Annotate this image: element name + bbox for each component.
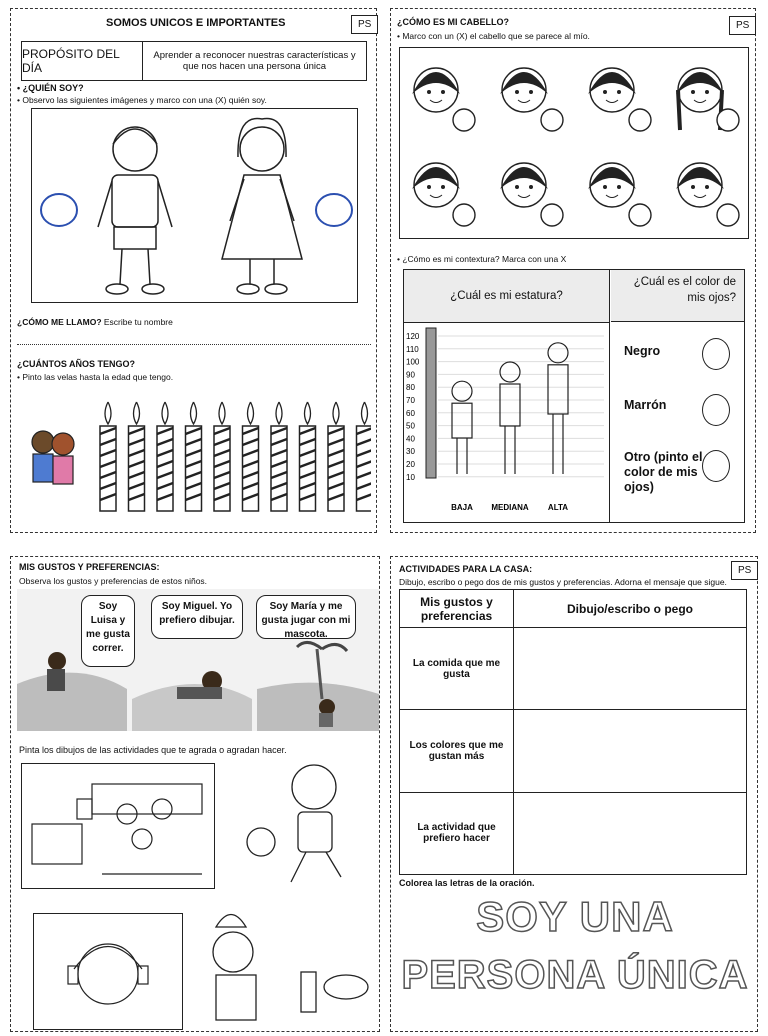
hair-mark-circle[interactable]: [717, 109, 739, 131]
hair-mark-circle[interactable]: [453, 109, 475, 131]
scale-tick: 80: [406, 383, 415, 393]
eye-circle-black[interactable]: [702, 338, 730, 370]
speech-bubble-miguel: Soy Miguel. Yo prefiero dibujar.: [151, 595, 243, 639]
hair-face: [500, 163, 563, 226]
boy-headphones-illustration: [34, 914, 182, 1029]
hair-mark-circle[interactable]: [541, 109, 563, 131]
candle[interactable]: [271, 402, 287, 511]
name-text: Escribe tu nombre: [103, 317, 173, 327]
eyes-header: ¿Cuál es el color de mis ojos?: [611, 270, 744, 322]
girl-cooking-illustration: [191, 897, 376, 1031]
hair-mark-circle[interactable]: [453, 204, 475, 226]
height-divider: [609, 322, 610, 522]
height-child: [500, 362, 520, 474]
eye-options: [614, 330, 744, 520]
ps-badge: PS: [731, 561, 758, 580]
scale-tick: 40: [406, 434, 415, 444]
candle[interactable]: [300, 402, 316, 511]
ps-badge: PS: [729, 16, 756, 35]
preferences-title: MIS GUSTOS Y PREFERENCIAS:: [19, 562, 160, 572]
hair-faces: [400, 48, 748, 238]
name-row: [17, 317, 173, 327]
kids-figure-box: [31, 108, 358, 303]
height-label: ALTA: [547, 503, 569, 512]
page-title: SOMOS UNICOS E IMPORTANTES: [106, 17, 286, 29]
hair-face: [412, 68, 475, 131]
candles-group: [100, 402, 371, 511]
name-title: ¿CÓMO ME LLAMO?: [17, 317, 102, 327]
age-title: ¿CUÁNTOS AÑOS TENGO?: [17, 359, 136, 369]
candles-illustration: [21, 394, 371, 519]
scale-tick: 60: [406, 408, 415, 418]
candle[interactable]: [129, 402, 145, 511]
who-text: • Observo las siguientes imágenes y marco con una (X) quién soy.: [17, 95, 267, 105]
preferences-grid: [399, 589, 747, 875]
eye-option-black: Negro: [624, 344, 661, 358]
height-chart: [404, 324, 608, 520]
message-line-1[interactable]: SOY UNA: [476, 893, 674, 940]
candle[interactable]: [243, 402, 259, 511]
candle[interactable]: [100, 402, 116, 511]
hair-face: [588, 68, 651, 131]
kids-icon: [32, 431, 74, 484]
scale-bar: [426, 328, 436, 478]
preferences-table: [399, 589, 747, 875]
cooking-drawing[interactable]: [191, 897, 376, 1031]
hair-face: [500, 68, 563, 131]
scale-tick: 90: [406, 370, 415, 380]
scale-tick: 30: [406, 447, 415, 457]
ps-badge: PS: [351, 15, 378, 34]
hair-mark-circle[interactable]: [717, 204, 739, 226]
hair-mark-circle[interactable]: [629, 204, 651, 226]
family-drawing[interactable]: [21, 763, 215, 889]
panel-preferences: [10, 556, 380, 1032]
hair-title: ¿CÓMO ES MI CABELLO?: [397, 17, 509, 27]
paint-text: Pinta los dibujos de las actividades que te agrada o agradan hacer.: [19, 745, 287, 755]
scale-tick: 10: [406, 472, 415, 482]
home-title: ACTIVIDADES PARA LA CASA:: [399, 564, 533, 574]
height-child: [548, 343, 568, 474]
eye-circle-brown[interactable]: [702, 394, 730, 426]
cell-activity[interactable]: [514, 792, 747, 874]
preferences-text: Observa los gustos y preferencias de estos niños.: [19, 576, 208, 586]
color-text: Colorea las letras de la oración.: [399, 878, 535, 888]
hair-mark-circle[interactable]: [541, 204, 563, 226]
cell-colors[interactable]: [514, 710, 747, 792]
mark-circle-boy[interactable]: [41, 194, 77, 226]
scale-tick: 70: [406, 396, 415, 405]
height-child: [452, 381, 472, 474]
panel-hair-build: [390, 8, 756, 533]
music-drawing[interactable]: [33, 913, 183, 1030]
panel-who-am-i: [10, 8, 377, 533]
hair-mark-circle[interactable]: [629, 109, 651, 131]
hair-face: [412, 163, 475, 226]
panel-home-activities: [390, 556, 758, 1032]
scale-tick: 110: [406, 344, 419, 354]
height-header: ¿Cuál es mi estatura?: [404, 270, 610, 323]
col-header-draw: Dibujo/escribo o pego: [514, 590, 747, 628]
eye-option-other: Otro (pinto el color de mis ojos): [624, 450, 703, 494]
scale-tick: 100: [406, 357, 420, 367]
boy-girl-illustration: [32, 109, 357, 302]
family-tv-illustration: [22, 764, 214, 888]
scale-tick: 20: [406, 460, 415, 469]
boy-soccer-illustration: [236, 757, 371, 889]
candle[interactable]: [357, 402, 372, 511]
who-title: • ¿QUIÉN SOY?: [17, 83, 84, 93]
col-header-preferences: Mis gustos y preferencias: [400, 590, 514, 628]
hair-text: • Marco con un (X) el cabello que se parece al mío.: [397, 31, 590, 41]
row-food: La comida que me gusta: [400, 628, 514, 710]
candle[interactable]: [328, 402, 344, 511]
row-activity: La actividad que prefiero hacer: [400, 792, 514, 874]
speech-bubble-luisa: Soy Luisa y me gusta correr.: [81, 595, 135, 667]
hair-face: [588, 163, 651, 226]
candle[interactable]: [214, 402, 230, 511]
mark-circle-girl[interactable]: [316, 194, 352, 226]
hair-face: [676, 68, 739, 131]
speech-bubble-maria: Soy María y me gusta jugar con mi mascota.: [256, 595, 356, 639]
build-text: • ¿Cómo es mi contextura? Marca con una X: [397, 254, 567, 264]
eye-option-brown: Marrón: [624, 398, 667, 412]
scale-tick: 50: [406, 421, 415, 431]
cell-food[interactable]: [514, 628, 747, 710]
soccer-drawing[interactable]: [236, 757, 371, 889]
build-table: [403, 269, 745, 523]
hair-grid: [399, 47, 749, 239]
purpose-text: Aprender a reconocer nuestras características y que nos hacen una persona única: [153, 50, 356, 72]
candle[interactable]: [157, 402, 173, 511]
candle[interactable]: [186, 402, 202, 511]
height-label: MEDIANA: [491, 503, 529, 512]
purpose-box: [21, 41, 367, 81]
purpose-label: PROPÓSITO DEL DÍA: [22, 42, 143, 80]
scale-tick: 120: [406, 332, 420, 341]
message-line-2[interactable]: PERSONA ÚNICA: [401, 953, 749, 997]
age-text: • Pinto las velas hasta la edad que tengo.: [17, 372, 174, 382]
name-write-line[interactable]: [17, 344, 371, 345]
home-text: Dibujo, escribo o pego dos de mis gustos y preferencias. Adorna el mensaje que sigue.: [399, 577, 727, 587]
eye-circle-other[interactable]: [702, 450, 730, 482]
row-colors: Los colores que me gustan más: [400, 710, 514, 792]
hair-face: [676, 163, 739, 226]
height-label: BAJA: [451, 503, 473, 512]
